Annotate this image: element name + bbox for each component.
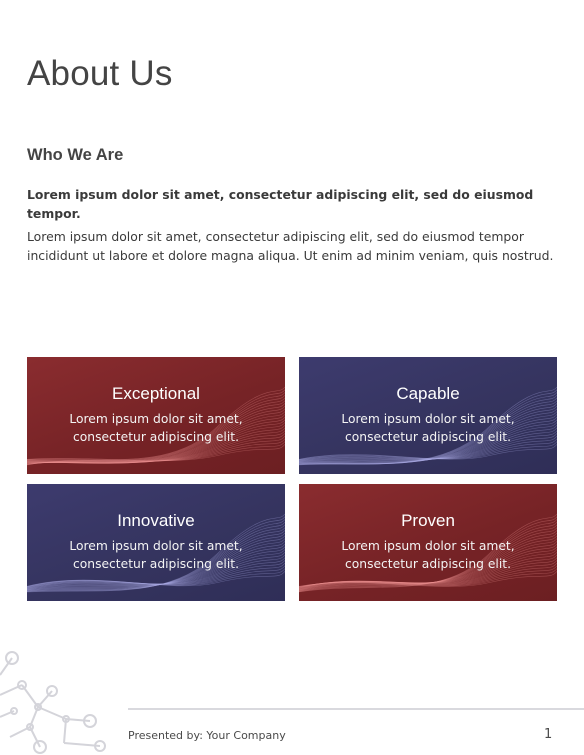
footer-divider <box>128 708 584 710</box>
card-title: Proven <box>401 511 455 530</box>
intro-lead: Lorem ipsum dolor sit amet, consectetur adipiscing elit, sed do eiusmod tempor. <box>27 187 534 221</box>
footer-presented-by: Presented by: Your Company <box>128 729 286 742</box>
card-text: Lorem ipsum dolor sit amet, consectetur adipiscing elit. <box>341 412 515 444</box>
card-title: Exceptional <box>112 384 200 403</box>
page-number: 1 <box>544 727 553 742</box>
card-exceptional <box>27 357 285 474</box>
card-proven <box>299 484 557 601</box>
section-subtitle: Who We Are <box>27 146 124 164</box>
card-text: Lorem ipsum dolor sit amet, consectetur adipiscing elit. <box>69 412 243 444</box>
page-title: About Us <box>27 54 173 93</box>
card-text: Lorem ipsum dolor sit amet, consectetur adipiscing elit. <box>69 539 243 571</box>
intro-body: Lorem ipsum dolor sit amet, consectetur adipiscing elit, sed do eiusmod tempor incididunt ut labore et dolore magna aliqua. Ut enim ad minim veniam, quis nostrud. <box>27 229 554 263</box>
card-innovative <box>27 484 285 601</box>
card-capable <box>299 357 557 474</box>
card-title: Innovative <box>117 511 195 530</box>
card-text: Lorem ipsum dolor sit amet, consectetur adipiscing elit. <box>341 539 515 571</box>
molecule-network-icon <box>0 645 115 755</box>
card-title: Capable <box>396 384 460 403</box>
